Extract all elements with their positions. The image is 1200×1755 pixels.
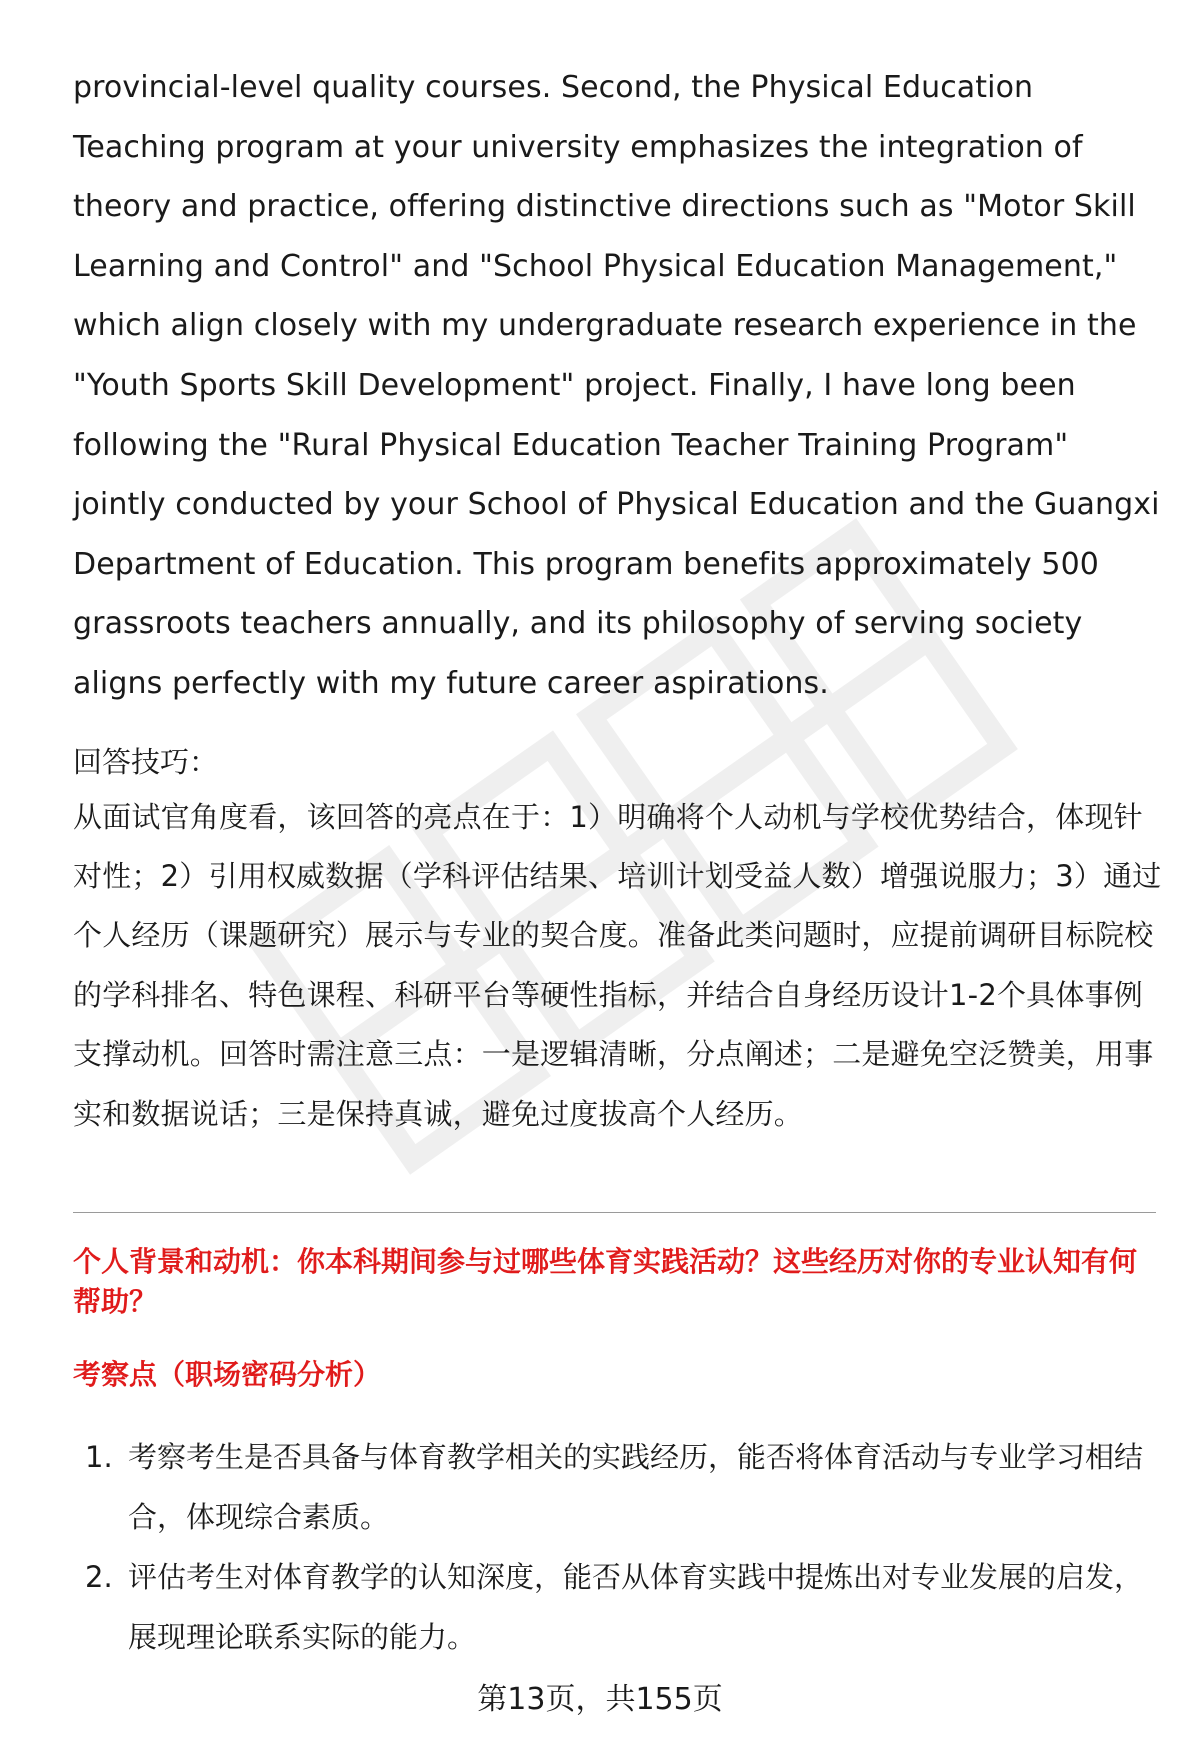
list-item-number: 2. xyxy=(85,1560,113,1594)
tips-body: 从面试官角度看，该回答的亮点在于：1）明确将个人动机与学校优势结合，体现针对性；2）引用权威数据（学科评估结果、培训计划受益人数）增强说服力；3）通过个人经历（课题研究）展示与专业的契合度。准备此类问题时，应提前调研目标院校的学科排名、特色课程、科研平台等硬性指标，并结合自身经历设计1-2个具体事例支撑动机。回答时需注意三点：一是逻辑清晰，分点阐述；二是避免空泛赞美，用事实和数据说话；三是保持真诚，避免过度拔高个人经历。 xyxy=(73,799,1162,1131)
tips-label: 回答技巧： xyxy=(73,744,219,779)
question-heading: 个人背景和动机：你本科期间参与过哪些体育实践活动？这些经历对你的专业认知有何帮助？ xyxy=(73,1245,1138,1318)
page-content xyxy=(73,58,1163,1144)
page-number: 第13页，共155页 xyxy=(477,1682,723,1717)
list-item xyxy=(73,1547,1163,1667)
list-item xyxy=(73,1427,1163,1547)
points-list xyxy=(73,1427,1163,1667)
section-heading: 考察点（职场密码分析） xyxy=(73,1358,382,1391)
answer-paragraph: provincial-level quality courses. Second, the Physical Education Teaching program at your university emphasizes the integration of theory and practice, offering distinctive directions such as "Motor Skill Learning and Control" and "School Physical Education Management," which align closely with my undergraduate research experience in the "Youth Sports Skill Development" project. Finally, I have long been following the "Rural Physical Education Teacher Training Program" jointly conducted by your School of Physical Education and the Guangxi Department of Education. This program benefits approximately 500 grassroots teachers annually, and its philosophy of serving society aligns perfectly with my future career aspirations. xyxy=(73,70,1160,701)
section-divider xyxy=(73,1212,1156,1213)
list-item-text: 考察考生是否具备与体育教学相关的实践经历，能否将体育活动与专业学习相结合，体现综合素质。 xyxy=(128,1440,1144,1534)
list-item-number: 1. xyxy=(85,1440,113,1474)
list-item-text: 评估考生对体育教学的认知深度，能否从体育实践中提炼出对专业发展的启发，展现理论联系实际的能力。 xyxy=(128,1560,1144,1654)
